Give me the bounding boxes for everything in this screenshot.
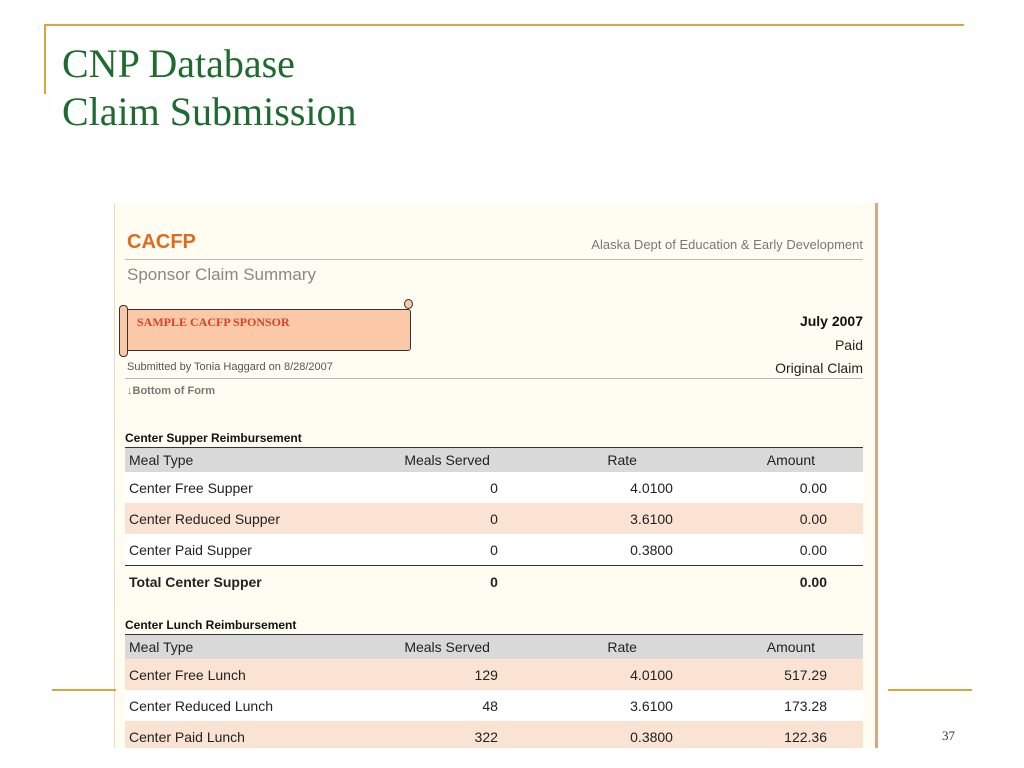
table-row (125, 659, 863, 690)
cell-meal-type: Center Free Lunch (125, 659, 395, 690)
claim-type: Original Claim (775, 360, 863, 376)
brand-title: CACFP (127, 231, 196, 253)
submitted-by: Submitted by Tonia Haggard on 8/28/2007 (127, 361, 333, 373)
cell-meal-type: Center Paid Supper (125, 534, 395, 566)
bottom-of-form-link[interactable]: ↓Bottom of Form (127, 385, 215, 397)
table-header-row (125, 635, 863, 660)
column-header-meals-served: Meals Served (395, 635, 502, 660)
bottom-rule-right (888, 689, 972, 691)
column-header-amount: Amount (677, 448, 863, 473)
cell-rate: 0.3800 (502, 721, 677, 748)
slide-title (62, 40, 357, 136)
claim-period: July 2007 (799, 313, 863, 329)
organization-name: Alaska Dept of Education & Early Development (591, 237, 863, 252)
column-header-meal-type: Meal Type (125, 448, 395, 473)
down-arrow-icon: ↓ (127, 385, 133, 397)
column-header-rate: Rate (502, 448, 677, 473)
slide-title-line2: Claim Submission (62, 89, 357, 134)
sponsor-banner (123, 303, 409, 351)
lunch-table (125, 634, 863, 748)
cell-amount: 0.00 (677, 503, 863, 534)
claim-summary-screenshot (114, 203, 878, 748)
cell-meal-type: Center Free Supper (125, 472, 395, 503)
cell-amount: 0.00 (677, 534, 863, 566)
table-row (125, 472, 863, 503)
cell-amount: 517.29 (677, 659, 863, 690)
cell-meals-served: 129 (395, 659, 502, 690)
left-rule (44, 24, 46, 94)
cell-amount: 173.28 (677, 690, 863, 721)
table-row (125, 534, 863, 566)
total-row (125, 566, 863, 598)
supper-table (125, 447, 863, 597)
cell-rate: 0.3800 (502, 534, 677, 566)
bottom-rule-left (52, 689, 116, 691)
page-subtitle: Sponsor Claim Summary (127, 265, 316, 284)
top-rule (44, 24, 964, 26)
cell-rate: 4.0100 (502, 659, 677, 690)
table-row (125, 503, 863, 534)
cell-meals-served: 0 (395, 472, 502, 503)
cell-rate: 3.6100 (502, 503, 677, 534)
scroll-curl-icon (119, 305, 128, 357)
column-header-meal-type: Meal Type (125, 635, 395, 660)
cell-meals-served: 0 (395, 503, 502, 534)
cell-meal-type: Center Reduced Supper (125, 503, 395, 534)
column-header-rate: Rate (502, 635, 677, 660)
cell-meals-served: 322 (395, 721, 502, 748)
page-number: 37 (942, 728, 955, 743)
slide-title-line1: CNP Database (62, 41, 295, 86)
scroll-curl-icon (404, 299, 413, 309)
table-header-row (125, 448, 863, 473)
cell-meal-type: Center Paid Lunch (125, 721, 395, 748)
header-divider (125, 259, 863, 260)
supper-section-title: Center Supper Reimbursement (125, 431, 302, 445)
cell-rate: 3.6100 (502, 690, 677, 721)
info-divider (125, 378, 863, 379)
total-amount: 0.00 (677, 566, 863, 598)
cell-meal-type: Center Reduced Lunch (125, 690, 395, 721)
total-label: Total Center Supper (125, 566, 395, 598)
table-row (125, 721, 863, 748)
sponsor-name: SAMPLE CACFP SPONSOR (137, 315, 290, 329)
claim-status: Paid (834, 337, 863, 353)
cell-meals-served: 48 (395, 690, 502, 721)
column-header-amount: Amount (677, 635, 863, 660)
cell-amount: 122.36 (677, 721, 863, 748)
column-header-meals-served: Meals Served (395, 448, 502, 473)
cell-rate: 4.0100 (502, 472, 677, 503)
cell-meals-served: 0 (395, 534, 502, 566)
table-row (125, 690, 863, 721)
total-meals-served: 0 (395, 566, 502, 598)
cell-amount: 0.00 (677, 472, 863, 503)
lunch-section-title: Center Lunch Reimbursement (125, 618, 297, 632)
